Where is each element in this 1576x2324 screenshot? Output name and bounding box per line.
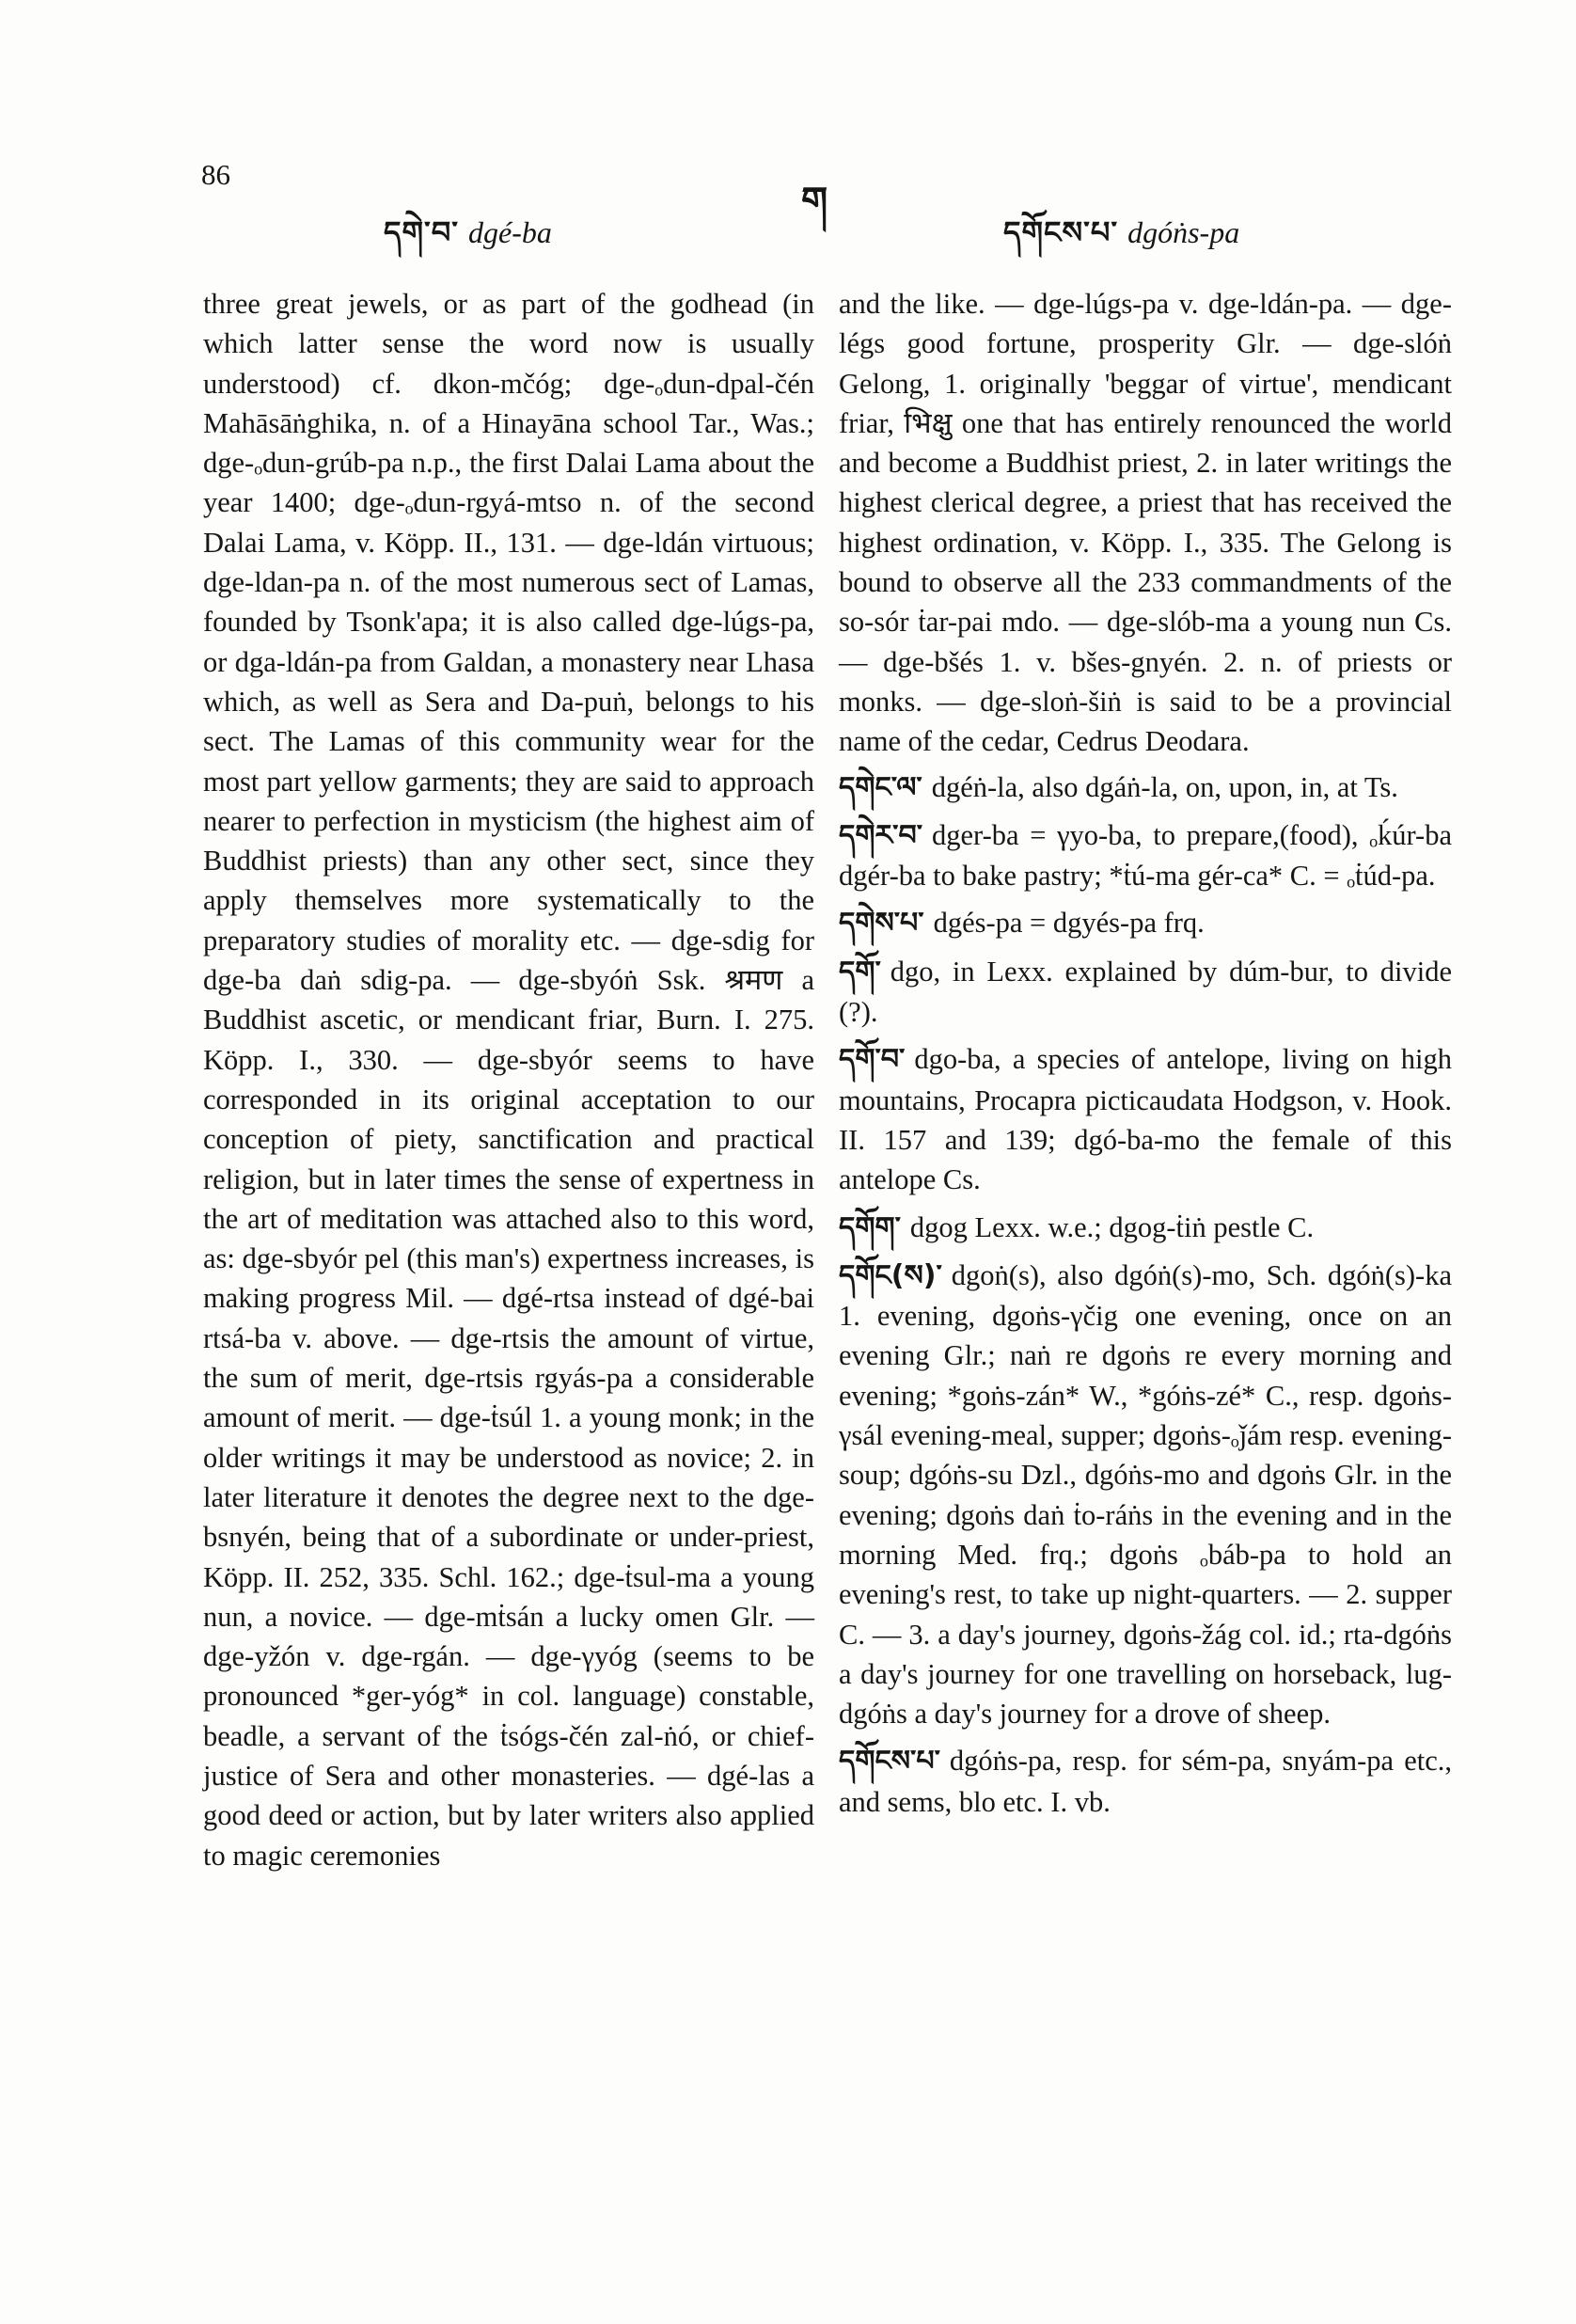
entry-tibetan: དགོ་ (839, 955, 881, 988)
dictionary-entry (839, 1256, 1452, 1734)
entry-tibetan: དགེས་པ་ (839, 907, 924, 941)
header-left-headword (384, 199, 552, 284)
header-center-letter: ག (801, 180, 829, 223)
entry-text: dger-ba = γyo-ba, to prepare,(food), ₒḱúr-ba dgér-ba to bake pastry; *ṫú-ma gér-ca* C. = ₒṫúd-pa. (839, 818, 1452, 893)
entry-tibetan: དགོག་ (839, 1210, 901, 1244)
entry-tibetan: དགེར་བ་ (839, 818, 923, 852)
entry-text: dgés-pa = dgyés-pa frq. (933, 907, 1205, 940)
right-column-intro: and the like. — dge-lúgs-pa v. dge-ldán-pa. — dge-légs good fortune, prosperity Glr. — dge-slóṅ Gelong, 1. originally 'beggar of virtue', mendicant friar, भिक्षु one that has entirely renounced the world and become a Buddhist priest, 2. in later writings the highest clerical degree, a priest that has received the highest ordination, v. Köpp. I., 335. The Gelong is bound to observe all the 233 commandments of the so-sór ṫar-pai mdo. — dge-slób-ma a young nun Cs. — dge-bšés 1. v. bšes-gnyén. 2. n. of priests or monks. — dge-sloṅ-šiṅ is said to be a provincial name of the cedar, Cedrus Deodara. (839, 288, 1452, 758)
entry-text: dgoṅ(s), also dgóṅ(s)-mo, Sch. dgóṅ(s)-ka 1. evening, dgoṅs-γčig one evening, once on an evening Glr.; naṅ re dgoṅs re every morning and evening; *goṅs-zán* W., *góṅs-zé* C., resp. dgoṅs-γsál evening-meal, supper; dgoṅs-ₒǰám resp. evening-soup; dgóṅs-su Dzl., dgóṅs-mo and dgoṅs Glr. in the evening; dgoṅs daṅ ṫo-ráṅs in the evening and in the morning Med. frq.; dgoṅs ₒbáb-pa to hold an evening's rest, to take up night-quarters. — 2. supper C. — 3. a day's journey, dgoṅs-žág col. id.; rta-dgóṅs a day's journey for one travelling on horseback, lug-dgóṅs a day's journey for a drove of sheep. (839, 1258, 1452, 1731)
dictionary-entry (839, 952, 1452, 1033)
dictionary-entry (839, 1039, 1452, 1199)
entry-text: dgo, in Lexx. explained by dúm-bur, to divide (?). (839, 955, 1452, 1029)
right-column (839, 284, 1452, 1829)
header-right-tibetan: དགོངས་པ་ (1003, 214, 1119, 250)
dictionary-entry (839, 1208, 1452, 1248)
entry-tibetan: དགོངས་པ་ (839, 1745, 940, 1779)
entry-text: dgóṅs-pa, resp. for sém-pa, snyám-pa etc., and sems, blo etc. I. vb. (839, 1745, 1452, 1818)
left-column-text: three great jewels, or as part of the godhead (in which latter sense the word now is usually understood) cf. dkon-mčóg; dge-ₒdun-dpal-čén Mahāsāṅghika, n. of a Hinayāna school Tar., Was.; dge-ₒdun-grúb-pa n.p., the first Dalai Lama about the year 1400; dge-ₒdun-rgyá-mtso n. of the second Dalai Lama, v. Köpp. II., 131. — dge-ldán virtuous; dge-ldan-pa n. of the most numerous sect of Lamas, founded by Tsonk'apa; it is also called dge-lúgs-pa, or dga-ldán-pa from Galdan, a monastery near Lhasa which, as well as Sera and Da-puṅ, belongs to his sect. The Lamas of this community wear for the most part yellow garments; they are said to approach nearer to perfection in mysticism (the highest aim of Buddhist priests) than any other sect, since they apply themselves more systematically to the preparatory studies of morality etc. — dge-sdig for dge-ba daṅ sdig-pa. — dge-sbyóṅ Ssk. श्रमण a Buddhist ascetic, or mendicant friar, Burn. I. 275. Köpp. I., 330. — dge-sbyór seems to have corresponded in its original acceptation to our conception of piety, sanctification and practical religion, but in later times the sense of expertness in the art of meditation was attached also to this word, as: dge-sbyór pel (this man's) expertness increases, is making progress Mil. — dgé-rtsa instead of dgé-bai rtsá-ba v. above. — dge-rtsis the amount of virtue, the sum of merit, dge-rtsis rgyás-pa a considerable amount of merit. — dge-ṫsúl 1. a young monk; in the older writings it may be understood as novice; 2. in later literature it denotes the degree next to the dge-bsnyén, being that of a subordinate or under-priest, Köpp. II. 252, 335. Schl. 162.; dge-ṫsul-ma a young nun, a novice. — dge-mṫsán a lucky omen Glr. — dge-yžón v. dge-rgán. — dge-γyóg (seems to be pronounced *ger-yóg* in col. language) constable, beadle, a servant of the ṫsógs-čén zal-ṅó, or chief-justice of Sera and other monasteries. — dgé-las a good deed or action, but by later writers also applied to magic ceremonies (203, 288, 814, 1872)
left-column (203, 284, 814, 1875)
entry-text: dgog Lexx. w.e.; dgog-ṫiṅ pestle C. (909, 1210, 1315, 1243)
entry-tibetan: དགེང་ལ་ (839, 770, 922, 804)
dictionary-entry (839, 767, 1452, 808)
header-left-tibetan: དགེ་བ་ (384, 214, 460, 250)
dictionary-entry (839, 815, 1452, 896)
header-right-headword (1003, 199, 1239, 284)
entry-text: dgo-ba, a species of antelope, living on high mountains, Procapra picticaudata Hodgson, v. Hook. II. 157 and 139; dgó-ba-mo the female of this antelope Cs. (839, 1043, 1452, 1196)
entry-text: dgéṅ-la, also dgáṅ-la, on, upon, in, at Ts. (931, 770, 1398, 803)
dictionary-entry (839, 903, 1452, 943)
header-right-romanized: dgóṅs-pa (1127, 215, 1240, 249)
page-number: 86 (201, 158, 230, 191)
dictionary-entry (839, 1741, 1452, 1822)
entry-tibetan: དགོ་བ་ (839, 1043, 906, 1077)
entry-tibetan: དགོང(ས)་ (839, 1258, 942, 1292)
header-left-romanized: dgé-ba (468, 215, 552, 249)
